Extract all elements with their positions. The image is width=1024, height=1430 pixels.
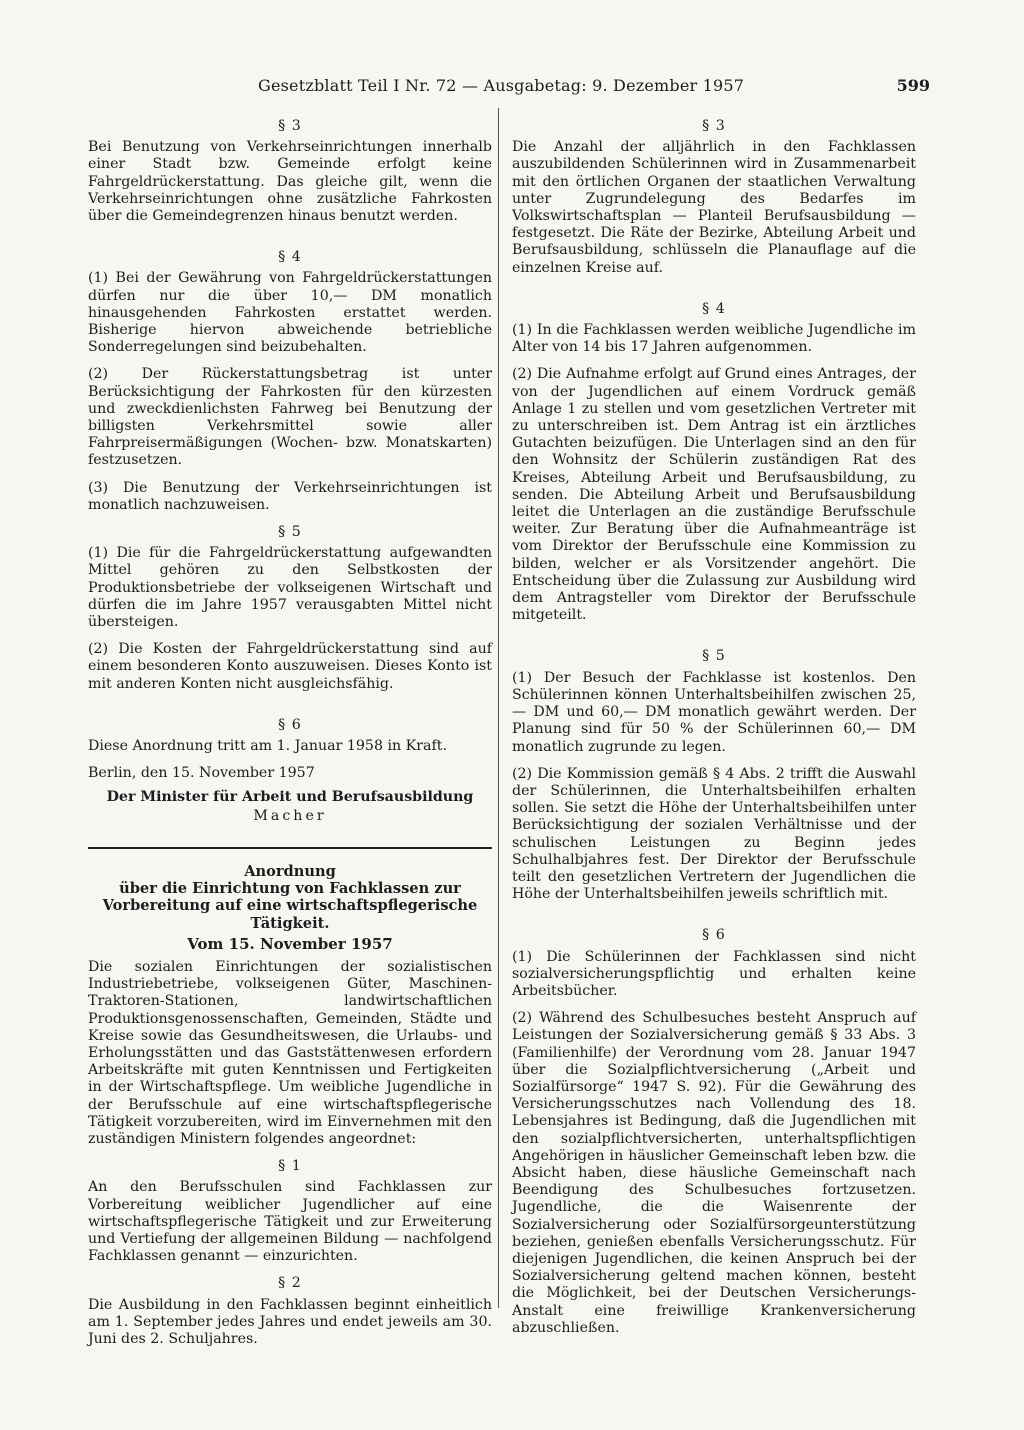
paragraph: Die Anzahl der alljährlich in den Fachklassen auszubildenden Schülerinnen wird in Zusammenarbeit mit den örtlichen Organen der staatlichen Verwaltung unter Zugrundelegung des Bedarfes im Volkswirtschaftsplan — Planteil Berufsausbildung — festgesetzt. Die Räte der Bezirke, Abteilung Arbeit und Berufsausbildung, schlüsseln die Planauflage auf die einzelnen Kreise auf.: [512, 139, 916, 276]
preamble: Die sozialen Einrichtungen der sozialistischen Industriebetriebe, volkseigenen Güter, Maschinen-Traktoren-Stationen, landwirtschaftlichen Produktionsgenossenschaften, Gemeinden, Städte und Kreise sowie das Gesundheitswesen, die Urlaubs- und Erholungsstätten und das Gaststättenwesen erfordern Arbeitskräfte mit guten Kenntnissen und Fertigkeiten in der Wirtschaftspflege. Um weibliche Jugendliche in der Berufsschule auf eine wirtschaftspflegerische Tätigkeit vorzubereiten, wird im Einvernehmen mit den zuständigen Ministern folgendes angeordnet:: [88, 958, 492, 1147]
section-heading: § 6: [278, 716, 302, 733]
section-heading: § 3: [278, 118, 302, 134]
column-divider: [498, 108, 499, 1308]
section-heading: § 2: [278, 1275, 302, 1292]
place-date: Berlin, den 15. November 1957: [88, 765, 315, 782]
paragraph: (3) Die Benutzung der Verkehrseinrichtungen ist monatlich nachzuweisen.: [88, 479, 492, 513]
paragraph: (2) Die Kosten der Fahrgeldrückerstattung sind auf einem besonderen Konto auszuweisen. Dieses Konto ist mit anderen Konten nicht ausgleichsfähig.: [88, 641, 492, 692]
ordinance-date: Vom 15. November 1957: [187, 934, 393, 953]
section-heading: § 5: [702, 648, 726, 665]
section-heading: § 5: [278, 524, 302, 541]
paragraph: (1) In die Fachklassen werden weibliche Jugendliche im Alter von 14 bis 17 Jahren aufgenommen.: [512, 322, 916, 356]
running-header: Gesetzblatt Teil I Nr. 72 — Ausgabetag: 9. Dezember 1957: [258, 76, 745, 95]
signer-name: Macher: [253, 807, 327, 824]
paragraph: (2) Die Kommission gemäß § 4 Abs. 2 trifft die Auswahl der Schülerinnen, die Unterhaltsbeihilfen erhalten sollen. Sie setzt die Höhe der Unterhaltsbeihilfen unter Berücksichtigung der sozialen Verhältnisse und der schulischen Leistungen zu Beginn jedes Schulhalbjahres fest. Der Direktor der Berufsschule teilt den gesetzlichen Vertretern der Jugendlichen die Höhe der Unterhaltsbeihilfen jeweils schriftlich mit.: [512, 765, 916, 903]
right-column: [512, 118, 916, 1347]
paragraph: (2) Der Rückerstattungsbetrag ist unter Berücksichtigung der Fahrkosten für den kürzesten und zweckdienlichsten Fahrweg bei Benutzung der billigsten Verkehrsmittel sowie aller Fahrpreisermäßigungen (Wochen- bzw. Monatskarten) festzusetzen.: [88, 366, 492, 469]
paragraph: (1) Bei der Gewährung von Fahrgeldrückerstattungen dürfen nur die über 10,— DM monatlich hinausgehenden Fahrkosten erstattet werden. Bisherige hiervon abweichende betriebliche Sonderregelungen sind beizubehalten.: [88, 270, 492, 356]
page-header: [88, 76, 930, 100]
section-heading: § 4: [702, 300, 726, 317]
paragraph: Bei Benutzung von Verkehrseinrichtungen innerhalb einer Stadt bzw. Gemeinde erfolgt keine Fahrgeldrückerstattung. Das gleiche gilt, wenn die Verkehrseinrichtungen ohne zusätzliche Fahrkosten über die Gemeindegrenzen hinaus benutzt werden.: [88, 139, 492, 225]
section-rule: [88, 847, 492, 849]
paragraph: An den Berufsschulen sind Fachklassen zur Vorbereitung weiblicher Jugendlicher auf eine wirtschaftspflegerische Tätigkeit und zur Erweiterung und Vertiefung der allgemeinen Bildung — nachfolgend Fachklassen genannt — einzurichten.: [88, 1179, 492, 1265]
paragraph: (1) Der Besuch der Fachklasse ist kostenlos. Den Schülerinnen können Unterhaltsbeihilfen zwischen 25,— DM und 60,— DM monatlich gewährt werden. Der Planung sind für 50 % der Schülerinnen 60,— DM monatlich zugrunde zu legen.: [512, 669, 916, 755]
paragraph: (2) Die Aufnahme erfolgt auf Grund eines Antrages, der von der Jugendlichen auf einem Vordruck gemäß Anlage 1 zu stellen und vom gesetzlichen Vertreter mit zu unterschreiben ist. Dem Antrag ist ein ärztliches Gutachten beizufügen. Die Unterlagen sind an den für den Wohnsitz der Schülerin zuständigen Rat des Kreises, Abteilung Arbeit und Berufsausbildung, zu senden. Die Abteilung Arbeit und Berufsausbildung leitet die Unterlagen an die zuständige Berufsschule weiter. Zur Beratung über die Aufnahmeanträge ist vom Direktor der Berufsschule eine Kommission zu bilden, welcher er als Vorsitzender angehört. Die Entscheidung über die Zulassung zur Ausbildung wird dem Antragsteller vom Direktor der Berufsschule mitgeteilt.: [512, 366, 916, 624]
left-column: [88, 118, 492, 1358]
paragraph: Die Ausbildung in den Fachklassen beginnt einheitlich am 1. September jedes Jahres und endet jeweils am 30. Juni des 2. Schuljahres.: [88, 1296, 492, 1347]
ordinance-subtitle: über die Einrichtung von Fachklassen zur Vorbereitung auf eine wirtschaftspflegerische Tätigkeit.: [102, 880, 478, 932]
ordinance-title: Anordnung: [244, 862, 336, 880]
section-heading: § 3: [702, 118, 726, 134]
paragraph: Diese Anordnung tritt am 1. Januar 1958 in Kraft.: [88, 738, 447, 755]
paragraph: (1) Die für die Fahrgeldrückerstattung aufgewandten Mittel gehören zu den Selbstkosten der Produktionsbetriebe der volkseigenen Wirtschaft und dürfen die im Jahre 1957 verausgabten Mittel nicht übersteigen.: [88, 545, 492, 631]
page-number: 599: [896, 76, 930, 95]
paragraph: (2) Während des Schulbesuches besteht Anspruch auf Leistungen der Sozialversicherung gemäß § 33 Abs. 3 (Familienhilfe) der Verordnung vom 28. Januar 1947 über die Sozialpflichtversicherung („Arbeit und Sozialfürsorge“ 1947 S. 92). Für die Gewährung des Versicherungsschutzes nach Vollendung des 18. Lebensjahres ist Bedingung, daß die Jugendlichen mit den sozialpflichtversicherten, unterhaltspflichtigen Angehörigen in häuslicher Gemeinschaft leben bzw. die Absicht haben, diese häusliche Gemeinschaft nach Beendigung des Schulbesuches fortzusetzen. Jugendliche, die die Waisenrente der Sozialversicherung oder Sozialfürsorgeunterstützung beziehen, genießen ebenfalls Versicherungsschutz. Für diejenigen Jugendlichen, die keinen Anspruch bei der Sozialversicherung geltend machen können, besteht die Möglichkeit, bei der Deutschen Versicherungs-Anstalt eine freiwillige Krankenversicherung abzuschließen.: [512, 1010, 916, 1336]
paragraph: (1) Die Schülerinnen der Fachklassen sind nicht sozialversicherungspflichtig und erhalten keine Arbeitsbücher.: [512, 948, 916, 999]
section-heading: § 1: [278, 1158, 302, 1175]
signer-title: Der Minister für Arbeit und Berufsausbildung: [106, 788, 474, 805]
section-heading: § 6: [702, 927, 726, 944]
section-heading: § 4: [278, 249, 302, 266]
